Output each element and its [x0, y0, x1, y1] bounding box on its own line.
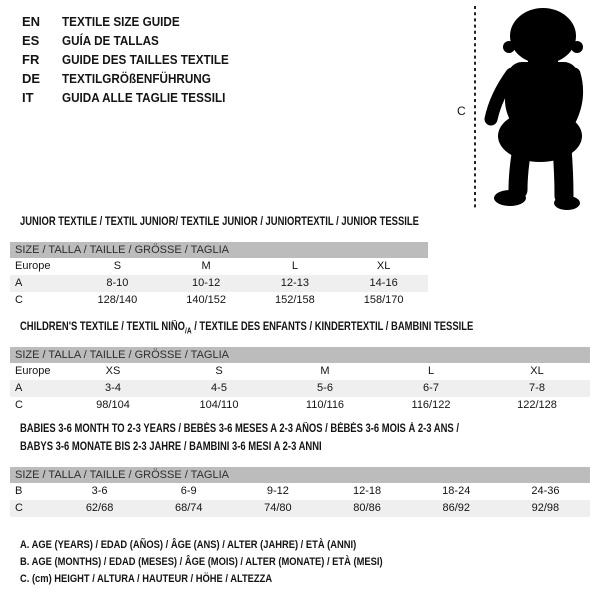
table-cell: XS	[105, 365, 121, 377]
footnote-list	[20, 537, 447, 588]
table-cell: L	[427, 365, 435, 377]
table-cell: 8-10	[106, 277, 129, 289]
row-label: A	[15, 277, 23, 289]
language-label: TEXTILGRÖßENFÜHRUNG	[62, 71, 211, 86]
table-cell: 140/152	[186, 294, 226, 306]
language-code: ES	[22, 33, 40, 48]
row-label: Europe	[15, 260, 51, 272]
language-row	[22, 69, 247, 88]
footnote-age-months: B. AGE (MONTHS) / EDAD (MESES) / ÂGE (MOIS) / ALTER (MONATE) / ETÀ (MESI)	[20, 556, 383, 568]
table-cell: 9-12	[266, 485, 289, 497]
table-cell: 24-36	[531, 485, 560, 497]
height-measure-label: C	[457, 104, 466, 118]
table-cell: 116/122	[411, 399, 451, 411]
table-row	[10, 292, 428, 309]
table-cell: 12-18	[353, 485, 382, 497]
toddler-silhouette-icon	[478, 0, 598, 215]
table-cell: 5-6	[317, 382, 333, 394]
table-row	[10, 483, 590, 500]
table-cell: M	[201, 260, 211, 272]
babies-table	[10, 467, 590, 517]
size-header-bar: SIZE / TALLA / TAILLE / GRÖSSE / TAGLIA	[10, 347, 590, 363]
row-label: C	[15, 294, 23, 306]
size-header-bar: SIZE / TALLA / TAILLE / GRÖSSE / TAGLIA	[10, 242, 428, 258]
language-label: GUÍA DE TALLAS	[62, 33, 159, 48]
children-table	[10, 347, 590, 414]
table-cell: XL	[530, 365, 544, 377]
babies-table-title	[20, 420, 459, 456]
row-label: C	[15, 502, 23, 514]
table-cell: 158/170	[363, 294, 404, 306]
junior-table	[10, 242, 428, 309]
table-cell: L	[291, 260, 298, 272]
table-cell: 12-13	[280, 277, 309, 289]
table-cell: 68/74	[174, 502, 203, 514]
children-table-title-suffix: / TEXTILE DES ENFANTS / KINDERTEXTIL / BAMBINI TESSILE	[191, 321, 474, 333]
table-row	[10, 275, 428, 292]
language-row	[22, 50, 247, 69]
table-cell: 7-8	[529, 382, 545, 394]
language-code: IT	[22, 90, 34, 105]
table-cell: 80/86	[353, 502, 381, 514]
table-row	[10, 500, 590, 517]
table-cell: 74/80	[264, 502, 292, 514]
table-cell: 92/98	[531, 502, 560, 514]
table-row	[10, 258, 428, 275]
language-title-list	[22, 12, 247, 107]
language-code: EN	[22, 14, 41, 29]
language-row	[22, 88, 247, 107]
language-row	[22, 31, 247, 50]
table-cell: XL	[376, 260, 391, 272]
language-label: GUIDA ALLE TAGLIE TESSILI	[62, 90, 226, 105]
table-cell: 128/140	[97, 294, 138, 306]
table-cell: 62/68	[85, 502, 114, 514]
table-row	[10, 363, 590, 380]
table-cell: 3-4	[105, 382, 121, 394]
table-cell: 18-24	[442, 485, 471, 497]
table-row	[10, 380, 590, 397]
row-label: Europe	[15, 365, 51, 377]
language-label: TEXTILE SIZE GUIDE	[62, 14, 180, 29]
table-cell: 6-9	[180, 485, 197, 497]
height-measure-line	[473, 6, 477, 208]
row-label: C	[15, 399, 23, 411]
table-cell: 104/110	[199, 399, 239, 411]
footnote-height-cm: C. (cm) HEIGHT / ALTURA / HAUTEUR / HÖHE / ALTEZZA	[20, 573, 273, 585]
size-header-bar: SIZE / TALLA / TAILLE / GRÖSSE / TAGLIA	[10, 467, 590, 483]
language-code: FR	[22, 52, 40, 67]
footnote-age-years: A. AGE (YEARS) / EDAD (AÑOS) / ÂGE (ANS) / ALTER (JAHRE) / ETÀ (ANNI)	[20, 539, 357, 551]
table-row	[10, 397, 590, 414]
table-cell: 86/92	[442, 502, 470, 514]
table-cell: 98/104	[96, 399, 130, 411]
babies-table-title-line2: BABYS 3-6 MONATE BIS 2-3 JAHRE / BAMBINI 3-6 MESI A 2-3 ANNI	[20, 441, 322, 453]
babies-table-title-line1: BABIES 3-6 MONTH TO 2-3 YEARS / BEBÉS 3-6 MESES A 2-3 AÑOS / BÉBÉS 3-6 MOIS À 2-3 ANS /	[20, 423, 459, 435]
table-cell: 122/128	[517, 399, 557, 411]
language-code: DE	[22, 71, 41, 86]
table-cell: M	[320, 365, 330, 377]
junior-table-title: JUNIOR TEXTILE / TEXTIL JUNIOR/ TEXTILE JUNIOR / JUNIORTEXTIL / JUNIOR TESSILE	[20, 216, 419, 228]
table-cell: 3-6	[91, 485, 108, 497]
table-cell: S	[113, 260, 122, 272]
row-label: B	[15, 485, 23, 497]
children-table-title-subscript: /A	[185, 326, 192, 336]
table-cell: 10-12	[192, 277, 221, 289]
language-row	[22, 12, 247, 31]
children-table-title	[20, 321, 473, 337]
table-cell: 110/116	[305, 399, 345, 411]
language-label: GUIDE DES TAILLES TEXTILE	[62, 52, 229, 67]
table-cell: 14-16	[369, 277, 398, 289]
table-cell: 4-5	[211, 382, 227, 394]
table-cell: S	[215, 365, 223, 377]
children-table-title-prefix: CHILDREN'S TEXTILE / TEXTIL NIÑO	[20, 321, 186, 333]
table-cell: 6-7	[423, 382, 439, 394]
row-label: A	[15, 382, 23, 394]
table-cell: 152/158	[274, 294, 315, 306]
